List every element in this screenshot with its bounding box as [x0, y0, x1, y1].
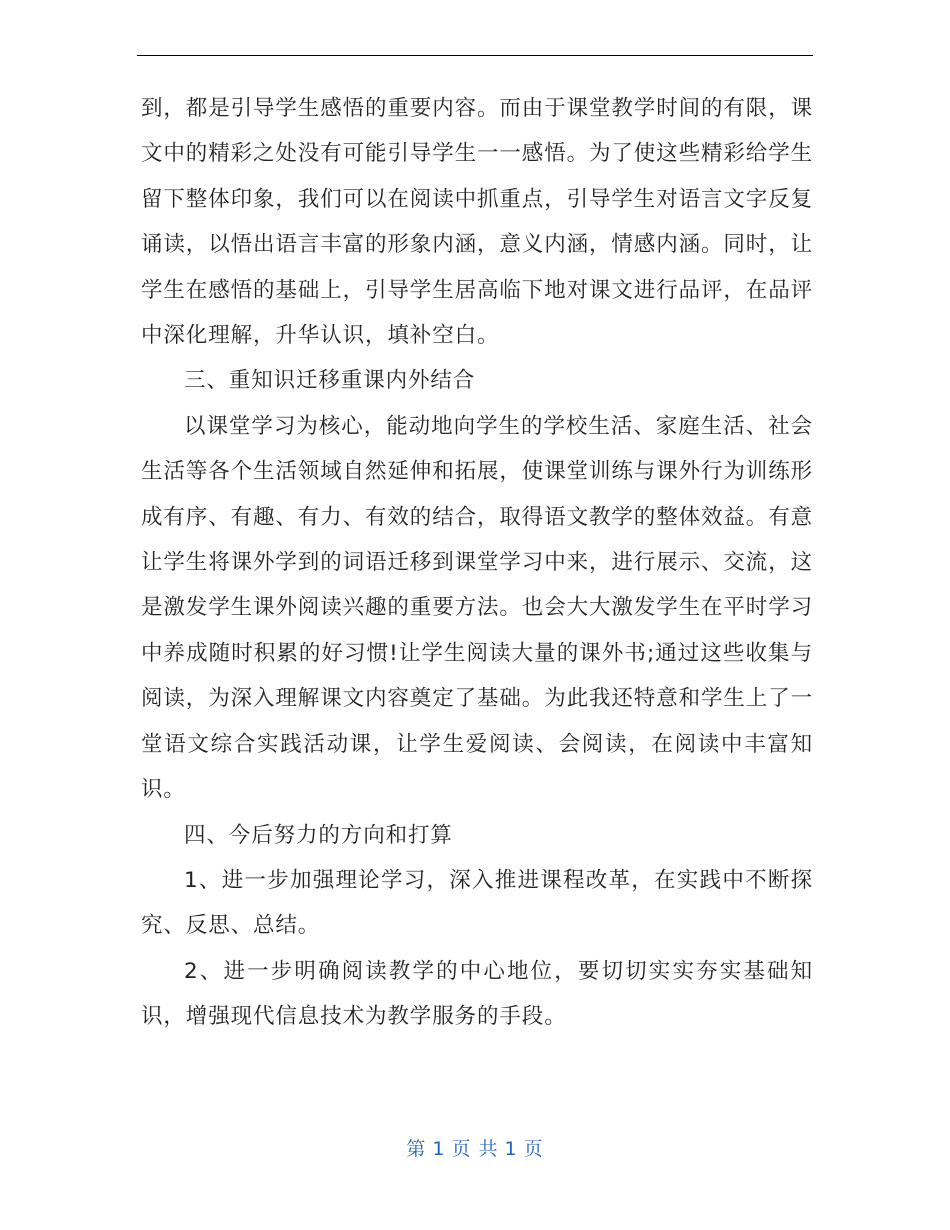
paragraph-section-3: 以课堂学习为核心，能动地向学生的学校生活、家庭生活、社会生活等各个生活领域自然延伸和拓展，使课堂训练与课外行为训练形成有序、有趣、有力、有效的结合，取得语文教学的整体效益。有意让学生将课外学到的词语迁移到课堂学习中来，进行展示、交流，这是激发学生课外阅读兴趣的重要方法。也会大大激发学生在平时学习中养成随时积累的好习惯!让学生阅读大量的课外书;通过这些收集与阅读，为深入理解课文内容奠定了基础。为此我还特意和学生上了一堂语文综合实践活动课，让学生爱阅读、会阅读，在阅读中丰富知识。 [141, 413, 814, 803]
footer-suffix: 页 [523, 1138, 544, 1160]
footer-prefix: 第 [406, 1138, 427, 1160]
list-item-1: 1、进一步加强理论学习，深入推进课程改革，在实践中不断探究、反思、总结。 [141, 867, 813, 939]
document-body [141, 86, 813, 1040]
paragraph-continuation: 到，都是引导学生感悟的重要内容。而由于课堂教学时间的有限，课文中的精彩之处没有可能引导学生一一感悟。为了使这些精彩给学生留下整体印象，我们可以在阅读中抓重点，引导学生对语言文字反复诵读，以悟出语言丰富的形象内涵，意义内涵，情感内涵。同时，让学生在感悟的基础上，引导学生居高临下地对课文进行品评，在品评中深化理解，升华认识，填补空白。 [141, 96, 814, 349]
section-heading-3: 三、重知识迁移重课内外结合 [184, 368, 476, 394]
list-item-2: 2、进一步明确阅读教学的中心地位，要切切实实夯实基础知识，增强现代信息技术为教学服务的手段。 [141, 958, 813, 1030]
header-rule [137, 55, 813, 56]
footer-total-pages: 1 [504, 1138, 518, 1160]
footer-middle: 页 共 [451, 1138, 499, 1160]
footer-current-page: 1 [432, 1138, 446, 1160]
section-heading-4: 四、今后努力的方向和打算 [184, 822, 453, 848]
page-footer [0, 1134, 950, 1161]
